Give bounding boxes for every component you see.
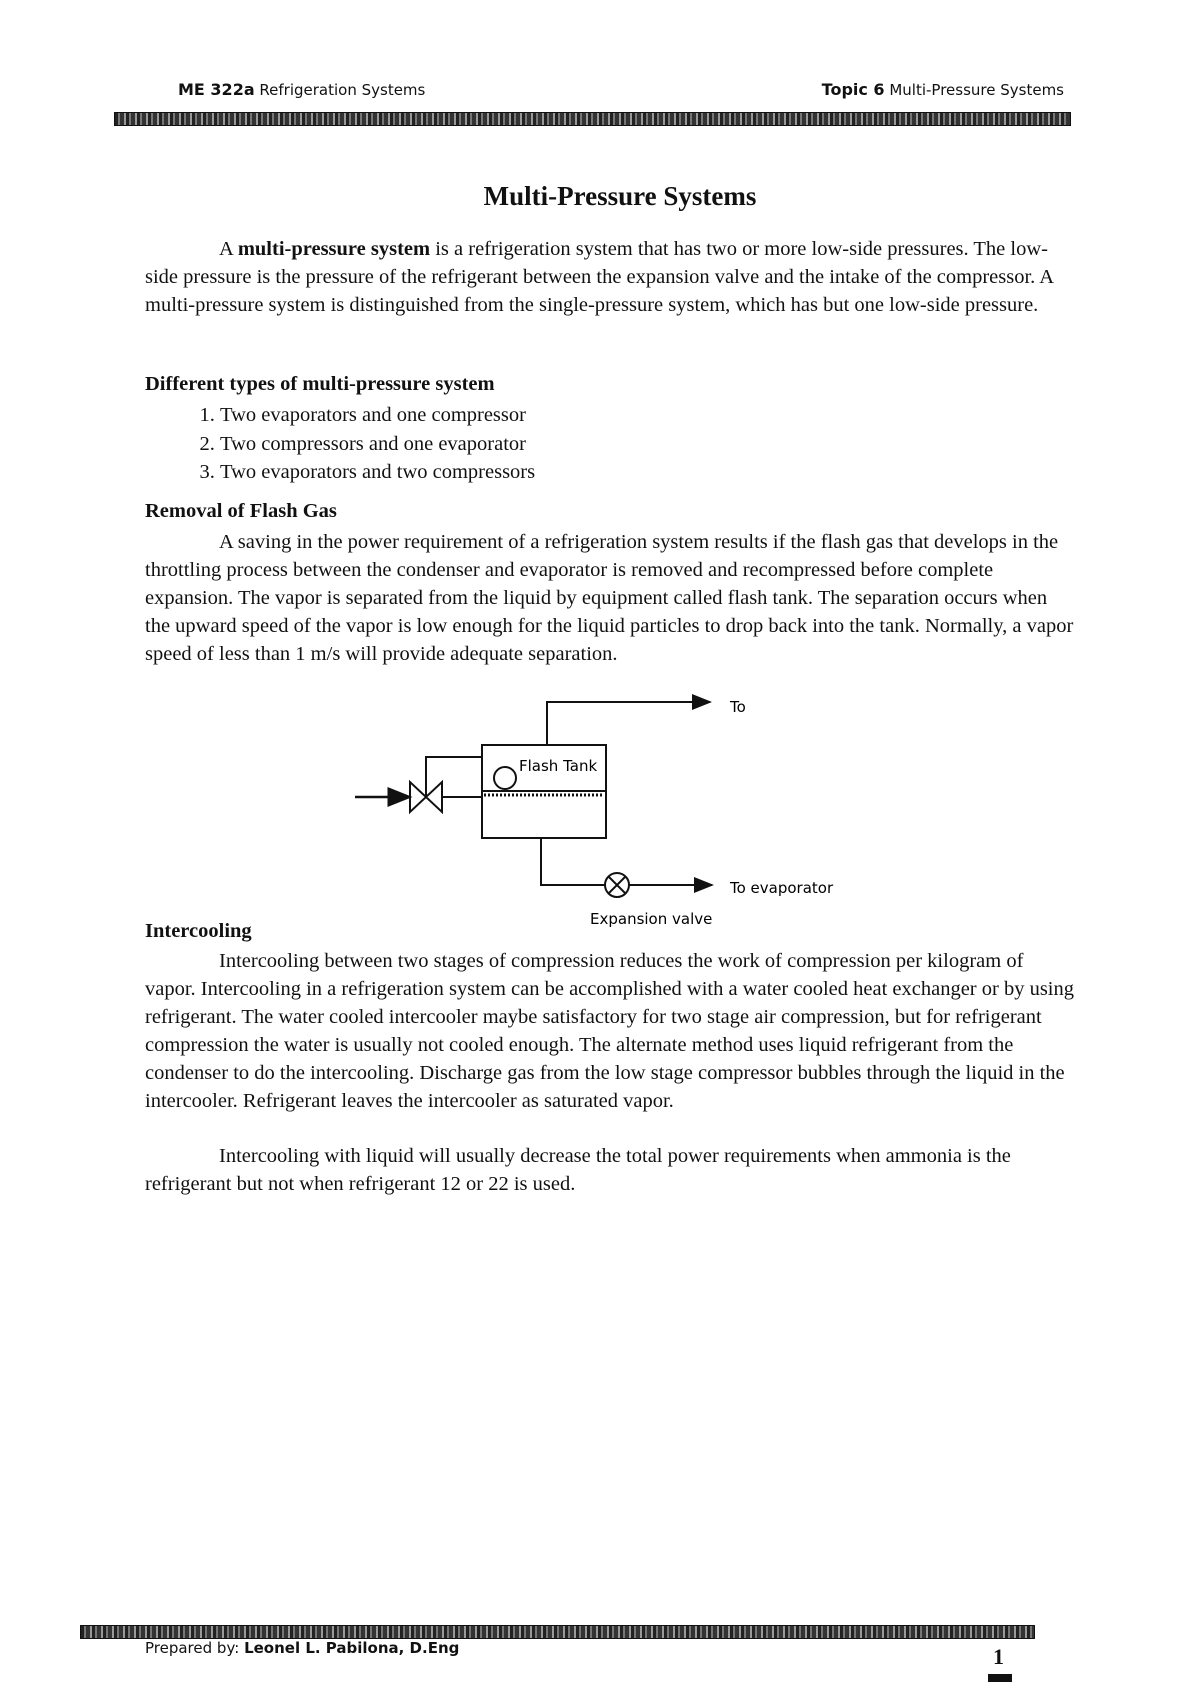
intercooling-text-1: Intercooling between two stages of compression reduces the work of compression per kilogram of vapor. Intercooling in a refrigeration system can be accomplished with a water cooled heat exchanger or by using refrigerant. The water cooled intercooler maybe satisfactory for two stage air compression, but for refrigerant compression the water is usually not cooled enough. The alternate method uses liquid refrigerant from the condenser to do the intercooling. Discharge gas from the low stage compressor bubbles through the liquid in the intercooler. Refrigerant leaves the intercooler as saturated vapor. <box>145 950 1074 1112</box>
intercooling-paragraph-2 <box>145 1142 1075 1198</box>
intercooling-paragraph-1 <box>145 947 1075 1115</box>
prepared-label: Prepared by: <box>145 1639 240 1657</box>
intro-text: is a refrigeration system that has two or more low-side pressures. The low-side pressure is the pressure of the refrigerant between the expansion valve and the intake of the compressor. A multi-pressure system is distinguished from the single-pressure system, which has but one low-side pressure. <box>145 238 1053 316</box>
intercooling-text-2: Intercooling with liquid will usually decrease the total power requirements when ammonia is the refrigerant but not when refrigerant 12 or 22 is used. <box>145 1145 1011 1195</box>
expansion-valve-label: Expansion valve <box>590 910 713 928</box>
author-name: Leonel L. Pabilona, D.Eng <box>244 1639 460 1657</box>
topic-label: Topic 6 <box>821 80 885 99</box>
intro-lead: A <box>219 238 233 260</box>
topic-name: Multi-Pressure Systems <box>889 81 1064 99</box>
intro-term: multi-pressure system <box>237 238 431 260</box>
flash-gas-text: A saving in the power requirement of a refrigeration system results if the flash gas that develops in the throttling process between the condenser and evaporator is removed and recompressed before complete expansion. The vapor is separated from the liquid by equipment called flash tank. The separation occurs when the upward speed of the vapor is low enough for the liquid particles to drop back into the tank. Normally, a vapor speed of less than 1 m/s will provide adequate separation. <box>145 531 1074 665</box>
float-icon <box>494 767 516 789</box>
vapor-outlet-line <box>547 702 710 745</box>
page-footer <box>145 1639 459 1657</box>
flash-tank-label: Flash Tank <box>519 757 598 775</box>
course-name: Refrigeration Systems <box>259 81 426 99</box>
to-evaporator-label: To evaporator <box>730 879 834 897</box>
float-control-line <box>426 757 482 797</box>
list-item: 1. Two evaporators and one compressor <box>220 401 535 430</box>
page-number: 1 <box>993 1644 1004 1669</box>
list-item: 3. Two evaporators and two compressors <box>220 458 535 487</box>
intercooling-heading: Intercooling <box>145 920 252 942</box>
list-item: 2. Two compressors and one evaporator <box>220 430 535 459</box>
course-code: ME 322a <box>178 80 255 99</box>
page-title: Multi-Pressure Systems <box>483 181 757 211</box>
liquid-outlet-line <box>541 838 605 885</box>
footer-divider <box>80 1625 1035 1639</box>
page-number-bar <box>988 1674 1012 1682</box>
types-heading: Different types of multi-pressure system <box>145 373 495 395</box>
flash-gas-heading: Removal of Flash Gas <box>145 500 337 522</box>
to-label: To <box>730 698 746 716</box>
